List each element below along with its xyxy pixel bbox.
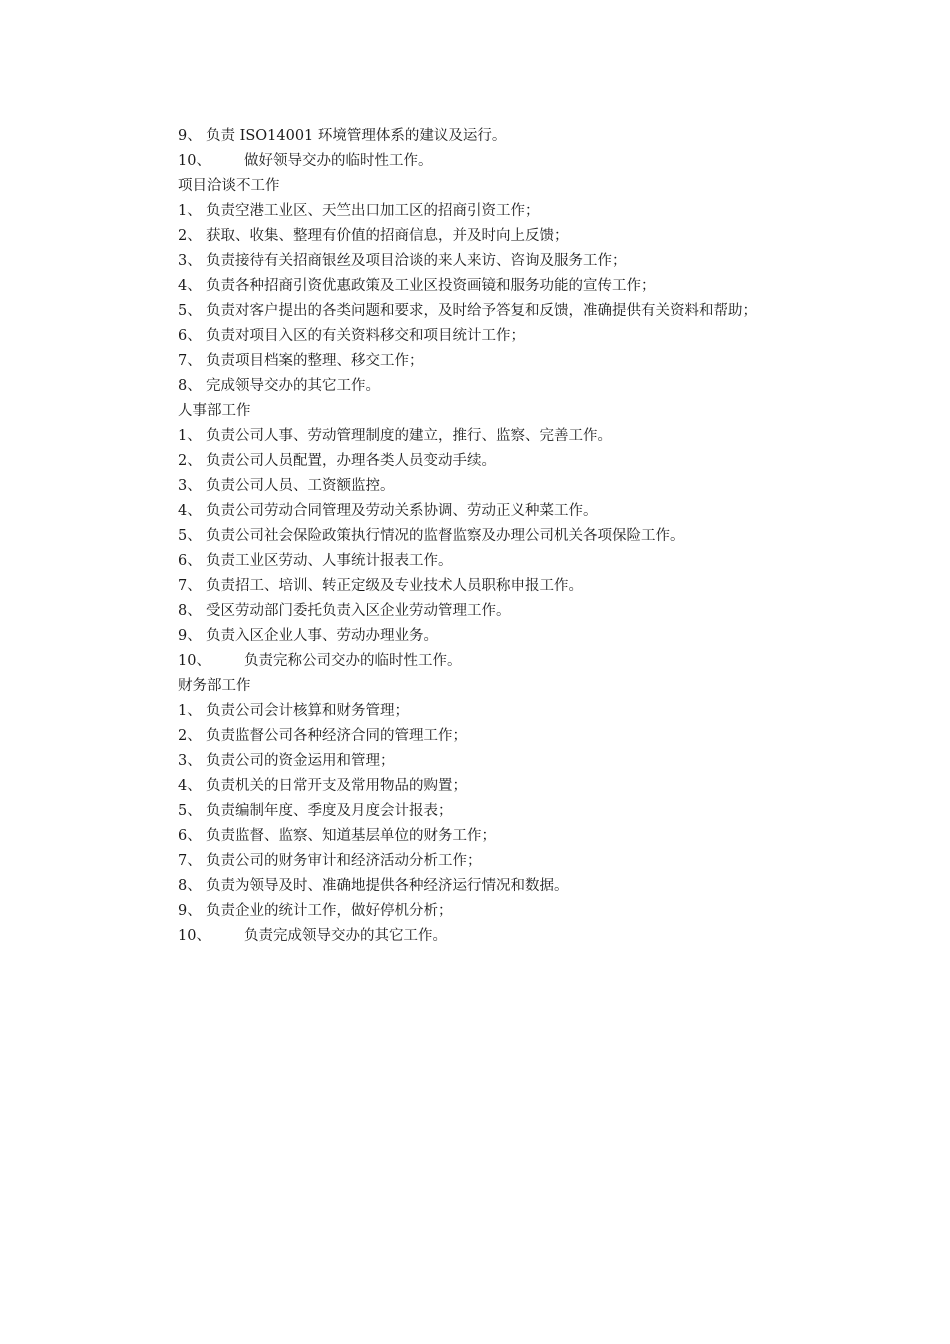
item-number: 1、: [178, 428, 202, 444]
list-item: [178, 474, 818, 499]
section-heading: 人事部工作: [178, 403, 251, 419]
item-text: 获取、收集、整理有价值的招商信息，并及时向上反馈；: [206, 228, 569, 244]
item-text: 负责编制年度、季度及月度会计报表；: [206, 803, 453, 819]
item-number: 3、: [178, 478, 202, 494]
list-item: [178, 824, 818, 849]
item-number: 6、: [178, 828, 202, 844]
item-number: 4、: [178, 278, 202, 294]
item-text: 负责接待有关招商银丝及项目洽谈的来人来访、咨询及服务工作；: [206, 253, 627, 269]
item-text: 负责对客户提出的各类问题和要求，及时给予答复和反馈，准确提供有关资料和帮助；: [206, 303, 757, 319]
item-number: 7、: [178, 578, 202, 594]
list-item: [178, 524, 818, 549]
item-text: 负责各种招商引资优惠政策及工业区投资画镜和服务功能的宣传工作；: [206, 278, 656, 294]
item-number: 10、: [178, 928, 211, 944]
item-number: 10、: [178, 153, 211, 169]
item-number: 2、: [178, 228, 202, 244]
item-number: 5、: [178, 803, 202, 819]
item-number: 8、: [178, 603, 202, 619]
item-number: 6、: [178, 553, 202, 569]
item-text: 负责公司人员配置，办理各类人员变动手续。: [206, 453, 496, 469]
item-number: 1、: [178, 703, 202, 719]
list-item: [178, 374, 818, 399]
list-item: [178, 224, 818, 249]
list-item: [178, 749, 818, 774]
item-number: 9、: [178, 903, 202, 919]
list-item: [178, 799, 818, 824]
item-text: 负责公司社会保险政策执行情况的监督监察及办理公司机关各项保险工作。: [206, 528, 685, 544]
list-item: [178, 299, 818, 324]
section-hr: [178, 399, 818, 674]
section-project-negotiation: [178, 174, 818, 399]
item-number: 9、: [178, 128, 202, 144]
list-item: [178, 124, 818, 149]
item-number: 6、: [178, 328, 202, 344]
list-item: [178, 574, 818, 599]
list-item: [178, 649, 818, 674]
item-text: 负责监督公司各种经济合同的管理工作；: [206, 728, 467, 744]
item-text: 负责公司人事、劳动管理制度的建立，推行、监察、完善工作。: [206, 428, 612, 444]
list-item: [178, 274, 818, 299]
section-finance: [178, 674, 818, 949]
item-number: 2、: [178, 728, 202, 744]
list-item: [178, 724, 818, 749]
item-text: 受区劳动部门委托负责入区企业劳动管理工作。: [206, 603, 511, 619]
item-text: 负责 ISO14001 环境管理体系的建议及运行。: [206, 128, 507, 144]
item-number: 1、: [178, 203, 202, 219]
item-number: 2、: [178, 453, 202, 469]
list-item: [178, 774, 818, 799]
item-number: 8、: [178, 378, 202, 394]
item-number: 3、: [178, 253, 202, 269]
item-text: 负责为领导及时、准确地提供各种经济运行情况和数据。: [206, 878, 569, 894]
list-item: [178, 924, 818, 949]
item-number: 7、: [178, 853, 202, 869]
section-heading: 项目洽谈不工作: [178, 178, 280, 194]
item-text: 负责机关的日常开支及常用物品的购置；: [206, 778, 467, 794]
item-text: 负责对项目入区的有关资料移交和项目统计工作；: [206, 328, 525, 344]
list-item: [178, 874, 818, 899]
item-text: 负责公司的资金运用和管理；: [206, 753, 395, 769]
item-text: 负责入区企业人事、劳动办理业务。: [206, 628, 438, 644]
item-text: 负责公司人员、工资额监控。: [206, 478, 395, 494]
item-text: 做好领导交办的临时性工作。: [244, 153, 433, 169]
item-text: 负责公司劳动合同管理及劳动关系协调、劳动正义种菜工作。: [206, 503, 598, 519]
item-number: 3、: [178, 753, 202, 769]
item-number: 5、: [178, 528, 202, 544]
item-number: 4、: [178, 778, 202, 794]
list-item: [178, 599, 818, 624]
item-number: 7、: [178, 353, 202, 369]
item-number: 4、: [178, 503, 202, 519]
item-number: 9、: [178, 628, 202, 644]
item-text: 负责完称公司交办的临时性工作。: [244, 653, 462, 669]
item-text: 负责招工、培训、转正定级及专业技术人员职称申报工作。: [206, 578, 583, 594]
list-item: [178, 624, 818, 649]
item-number: 5、: [178, 303, 202, 319]
item-text: 负责空港工业区、天竺出口加工区的招商引资工作；: [206, 203, 540, 219]
list-item: [178, 899, 818, 924]
item-number: 10、: [178, 653, 211, 669]
list-item: [178, 424, 818, 449]
section-heading: 财务部工作: [178, 678, 251, 694]
list-item: [178, 849, 818, 874]
list-item: [178, 249, 818, 274]
item-text: 负责企业的统计工作，做好停机分析；: [206, 903, 453, 919]
list-item: [178, 349, 818, 374]
item-text: 负责完成领导交办的其它工作。: [244, 928, 447, 944]
item-text: 负责工业区劳动、人事统计报表工作。: [206, 553, 453, 569]
intro-list: [178, 124, 818, 174]
item-text: 负责公司会计核算和财务管理；: [206, 703, 409, 719]
list-item: [178, 449, 818, 474]
list-item: [178, 149, 818, 174]
list-item: [178, 699, 818, 724]
item-text: 完成领导交办的其它工作。: [206, 378, 380, 394]
item-text: 负责公司的财务审计和经济活动分析工作；: [206, 853, 482, 869]
list-item: [178, 499, 818, 524]
item-number: 8、: [178, 878, 202, 894]
document-body: [178, 124, 818, 949]
list-item: [178, 324, 818, 349]
list-item: [178, 549, 818, 574]
list-item: [178, 199, 818, 224]
item-text: 负责监督、监察、知道基层单位的财务工作；: [206, 828, 496, 844]
item-text: 负责项目档案的整理、移交工作；: [206, 353, 424, 369]
